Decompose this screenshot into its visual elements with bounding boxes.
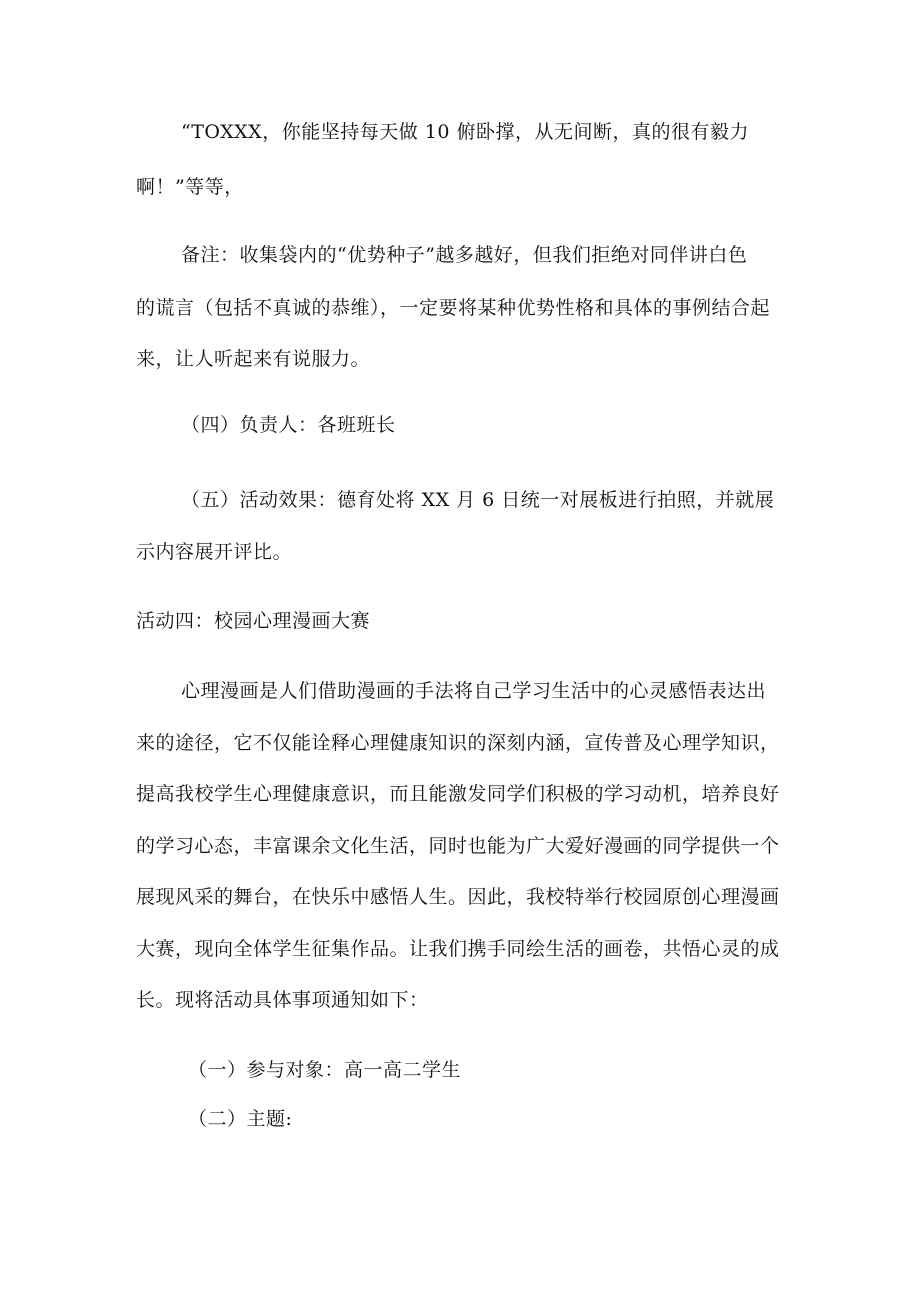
quote-line-2: 啊！”等等， (136, 176, 244, 198)
intro-line-3: 提高我校学生心理健康意识，而且能激发同学们积极的学习动机，培养良好 (136, 783, 780, 805)
effect-line-2: 示内容展开评比。 (136, 541, 293, 563)
note-line-3: 来，让人听起来有说服力。 (136, 348, 371, 370)
theme-line: （二）主题: (188, 1108, 293, 1130)
quote-line-1: “TOXXX，你能坚持每天做 10 俯卧撑，从无间断，真的很有毅力 (181, 121, 749, 143)
effect-line-1: （五）活动效果：德育处将 XX 月 6 日统一对展板进行拍照，并就展 (181, 489, 775, 511)
note-line-1: 备注：收集袋内的“优势种子”越多越好，但我们拒绝对同伴讲白色 (181, 244, 748, 266)
intro-line-4: 的学习心态，丰富课余文化生活，同时也能为广大爱好漫画的同学提供一个 (136, 835, 780, 857)
intro-line-7: 长。现将活动具体事项通知如下： (136, 989, 429, 1011)
responsible-line: （四）负责人：各班班长 (181, 414, 396, 436)
intro-line-6: 大赛，现向全体学生征集作品。让我们携手同绘生活的画卷，共悟心灵的成 (136, 938, 780, 960)
participants-line: （一）参与对象：高一高二学生 (188, 1059, 462, 1081)
note-line-2: 的谎言（包括不真诚的恭维），一定要将某种优势性格和具体的事例结合起 (136, 297, 771, 319)
intro-line-1: 心理漫画是人们借助漫画的手法将自己学习生活中的心灵感悟表达出 (181, 680, 767, 702)
intro-line-5: 展现风采的舞台，在快乐中感悟人生。因此，我校特举行校园原创心理漫画 (136, 886, 780, 908)
intro-line-2: 来的途径，它不仅能诠释心理健康知识的深刻内涵，宣传普及心理学知识， (136, 732, 780, 754)
activity4-title: 活动四：校园心理漫画大赛 (136, 610, 371, 632)
